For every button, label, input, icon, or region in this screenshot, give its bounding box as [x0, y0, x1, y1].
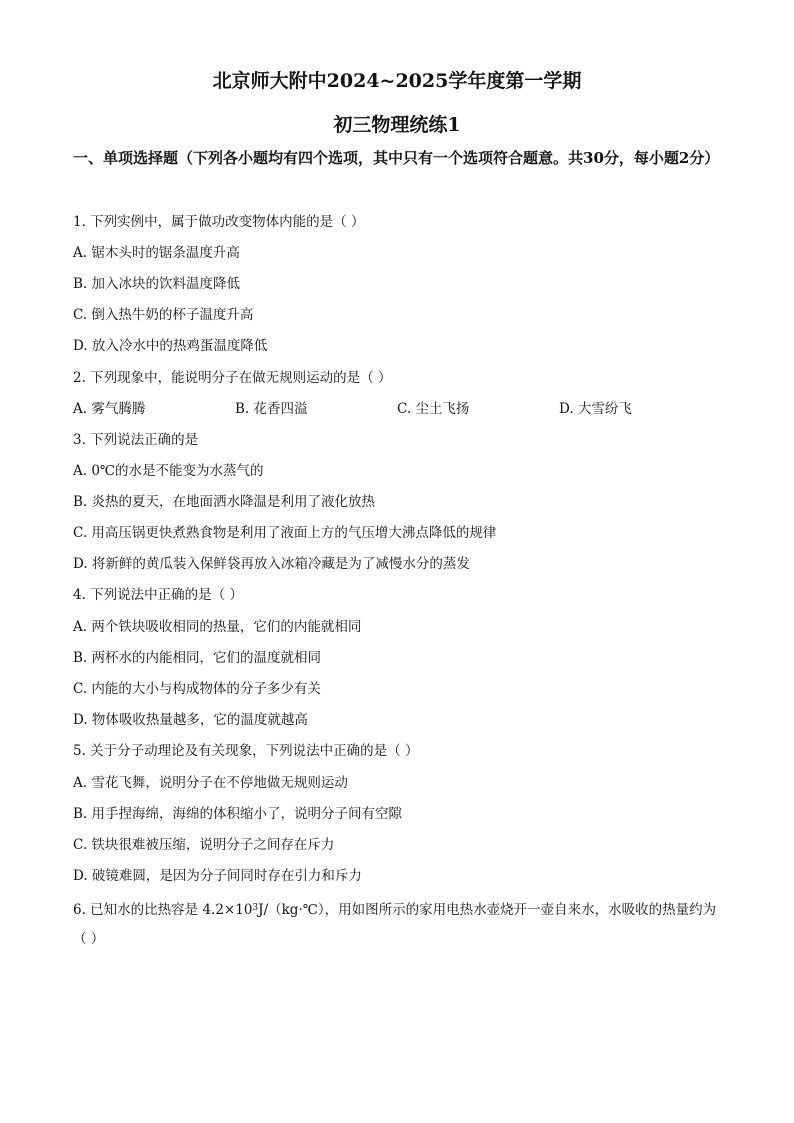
question-3-option-b: B. 炎热的夏天，在地面洒水降温是利用了液化放热: [73, 494, 376, 510]
question-4-option-c: C. 内能的大小与构成物体的分子多少有关: [73, 681, 321, 697]
question-5-stem: 5. 关于分子动理论及有关现象，下列说法中正确的是（ ）: [73, 743, 419, 759]
question-3-option-c: C. 用高压锅更快煮熟食物是利用了液面上方的气压增大沸点降低的规律: [73, 525, 497, 541]
question-6-stem-part1: 6. 已知水的比热容是 4.2×10: [73, 902, 253, 918]
question-6-stem-part2: J/（kg·℃），用如图所示的家用电热水壶烧开一壶自来水，水吸收的热量约为: [258, 902, 717, 918]
question-2-stem: 2. 下列现象中，能说明分子在做无规则运动的是（ ）: [73, 370, 392, 386]
question-4-stem: 4. 下列说法中正确的是（ ）: [73, 587, 243, 603]
question-5-option-b: B. 用手捏海绵，海绵的体积缩小了，说明分子间有空隙: [73, 806, 403, 822]
question-6-answer-blank: （ ）: [73, 931, 105, 947]
question-4-option-b: B. 两杯水的内能相同，它们的温度就相同: [73, 650, 322, 666]
exam-subtitle: 初三物理统练1: [333, 114, 461, 136]
question-3-option-d: D. 将新鲜的黄瓜装入保鲜袋再放入冰箱冷藏是为了减慢水分的蒸发: [73, 556, 470, 572]
question-6-exponent: 3: [252, 903, 259, 913]
question-1-option-d: D. 放入冷水中的热鸡蛋温度降低: [73, 338, 268, 354]
question-3-stem: 3. 下列说法正确的是: [73, 432, 199, 448]
question-5-option-d: D. 破镜难圆，是因为分子间同时存在引力和斥力: [73, 868, 362, 884]
question-6-stem: [73, 898, 716, 920]
question-2-option-d: D. 大雪纷飞: [559, 401, 632, 417]
question-5-option-a: A. 雪花飞舞，说明分子在不停地做无规则运动: [73, 775, 348, 791]
question-1-stem: 1. 下列实例中，属于做功改变物体内能的是（ ）: [73, 214, 365, 230]
question-2-option-c: C. 尘土飞扬: [397, 401, 470, 417]
exam-title: 北京师大附中2024~2025学年度第一学期: [212, 70, 582, 92]
question-1-option-a: A. 锯木头时的锯条温度升高: [73, 245, 240, 261]
question-5-option-c: C. 铁块很难被压缩，说明分子之间存在斥力: [73, 837, 335, 853]
question-4-option-a: A. 两个铁块吸收相同的热量，它们的内能就相同: [73, 619, 362, 635]
question-1-option-c: C. 倒入热牛奶的杯子温度升高: [73, 307, 254, 323]
question-4-option-d: D. 物体吸收热量越多，它的温度就越高: [73, 712, 308, 728]
question-1-option-b: B. 加入冰块的饮料温度降低: [73, 276, 241, 292]
question-3-option-a: A. 0℃的水是不能变为水蒸气的: [73, 463, 264, 479]
question-2-option-b: B. 花香四溢: [235, 401, 308, 417]
section-heading: 一、单项选择题（下列各小题均有四个选项，其中只有一个选项符合题意。共30分，每小题2分）: [73, 149, 720, 167]
question-2-option-a: A. 雾气腾腾: [73, 401, 146, 417]
